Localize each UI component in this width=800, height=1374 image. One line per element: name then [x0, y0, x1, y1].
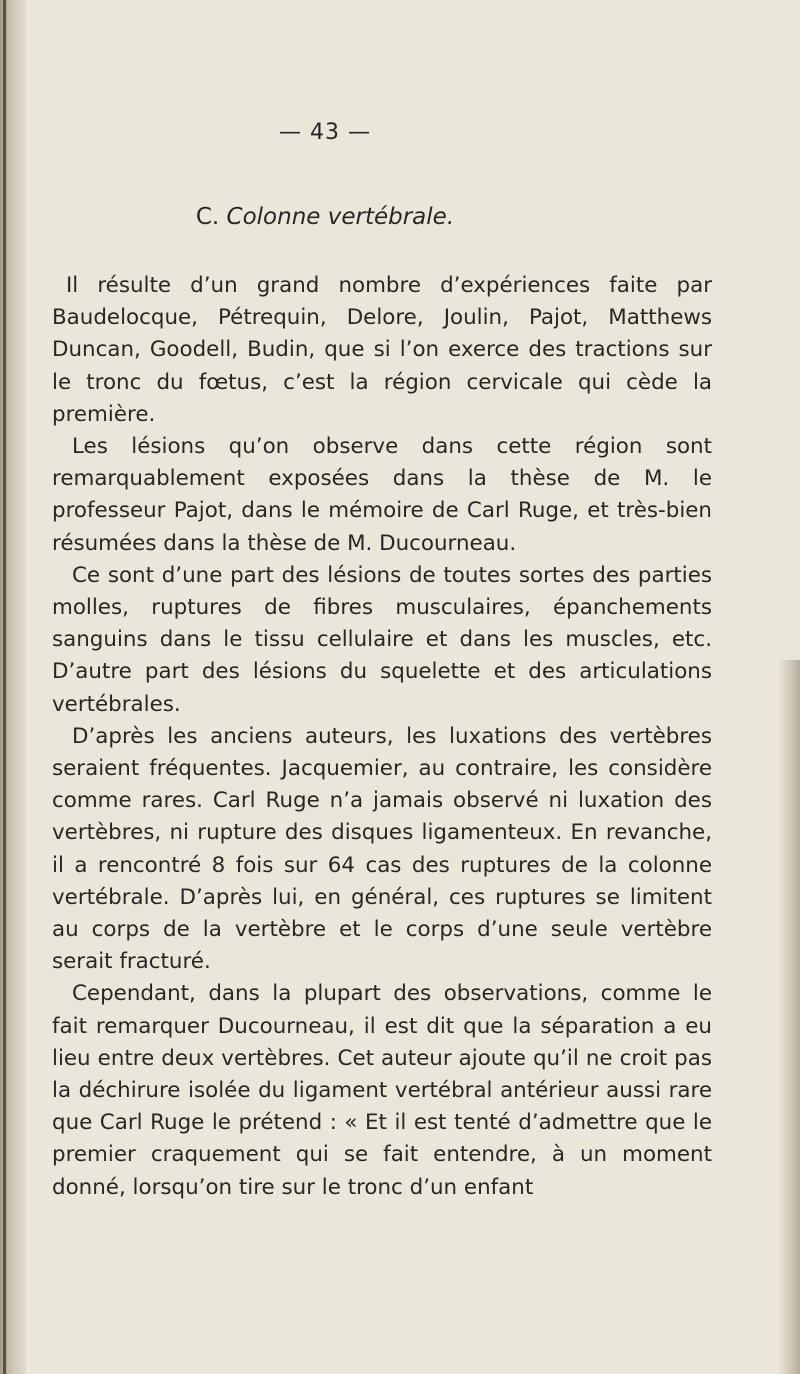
page-number: — 43 —	[279, 120, 371, 145]
section-name: Colonne vertébrale.	[226, 204, 455, 230]
section-letter: C.	[195, 204, 220, 230]
body-text	[52, 270, 712, 1204]
paragraph: Ce sont d’une part des lésions de toutes sortes des parties molles, ruptures de fibres musculaires, épanchements sanguins dans le tissu cellulaire et dans les muscles, etc. D’autre part des lésions du squelette et des articulations vertébrales.	[52, 562, 712, 717]
paragraph: Il résulte d’un grand nombre d’expériences faite par Baudelocque, Pétrequin, Delore, Joulin, Pajot, Matthews Duncan, Goodell, Budin, que si l’on exerce des tractions sur le tronc du fœtus, c’est la région cervicale qui cède la première.	[52, 273, 712, 427]
paragraph: Les lésions qu’on observe dans cette région sont remarquablement exposées dans la thèse de M. le professeur Pajot, dans le mémoire de Carl Ruge, et très-bien résumées dans la thèse de M. Ducourneau.	[52, 434, 712, 556]
section-title	[0, 204, 650, 230]
paragraph: Cependant, dans la plupart des observations, comme le fait remarquer Ducourneau, il est dit que la séparation a eu lieu entre deux vertèbres. Cet auteur ajoute qu’il ne croit pas la déchirure isolée du ligament vertébral antérieur aussi rare que Carl Ruge le prétend : « Et il est tenté d’admettre que le premier craquement qui se fait entendre, à un moment donné, lorsqu’on tire sur le tronc d’un enfant	[52, 981, 712, 1200]
page-edge-shadow	[778, 660, 800, 1374]
paragraph: D’après les anciens auteurs, les luxations des vertèbres seraient fréquentes. Jacquemier, au contraire, les considère comme rares. Carl Ruge n’a jamais observé ni luxation des vertèbres, ni rupture des disques ligamenteux. En revanche, il a rencontré 8 fois sur 64 cas des ruptures de la colonne vertébrale. D’après lui, en général, ces ruptures se limitent au corps de la vertèbre et le corps d’une seule vertèbre serait fracturé.	[52, 723, 712, 975]
